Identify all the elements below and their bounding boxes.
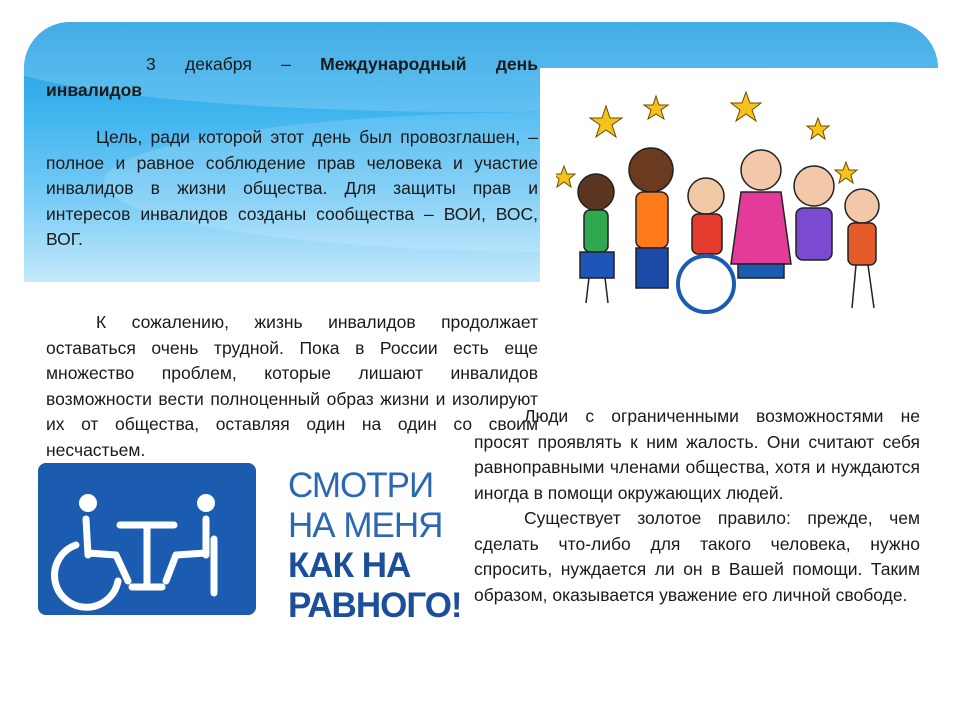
slogan-line-3: КАК НА (288, 546, 411, 585)
person-head-icon (79, 494, 97, 512)
children-illustration (556, 88, 896, 328)
star-icon (807, 118, 829, 139)
title-line (46, 52, 538, 103)
paragraph-purpose: Цель, ради которой этот день был провозглашен, – полное и равное соблюдение прав человека и участие инвалидов в жизни общества. Для защиты прав и интересов инвалидов созданы сообщества – ВОИ, ВОС, ВОГ. (46, 127, 538, 249)
star-icon (835, 162, 857, 183)
slogan-line-1: СМОТРИ (288, 466, 434, 505)
page-title: Международный день инвалидов (46, 54, 538, 100)
paragraph-block-right (474, 404, 920, 608)
paragraph-golden-rule: Существует золотое правило: прежде, чем сделать что-либо для такого человека, нужно спросить, нуждается ли он в Вашей помощи. Таким образом, оказывается уважение его личной свободе. (474, 508, 920, 605)
person-head-icon (197, 494, 215, 512)
wheelchair-table-sign (38, 463, 256, 615)
slogan-line-2: НА МЕНЯ (288, 506, 443, 545)
star-icon (731, 92, 761, 121)
slogan (288, 466, 468, 626)
paragraph-difficulties: К сожалению, жизнь инвалидов продолжает оставаться очень трудной. Пока в России есть еще множество проблем, которые лишают инвалидов возможности вести полноценный образ жизни и изолируют их от общества, оставляя один на один со своим несчастьем. (46, 312, 538, 460)
intro-block (46, 52, 538, 253)
slogan-line-4: РАВНОГО! (288, 586, 462, 625)
date-text: 3 декабря – (146, 54, 321, 74)
star-icon (590, 106, 622, 137)
star-icon (556, 166, 575, 187)
paragraph-no-pity: Люди с ограниченными возможностями не просят проявлять к ним жалость. Они считают себя равноправными членами общества, хотя и нуждаются иногда в помощи окружающих людей. (474, 406, 920, 503)
star-icon (644, 96, 668, 119)
